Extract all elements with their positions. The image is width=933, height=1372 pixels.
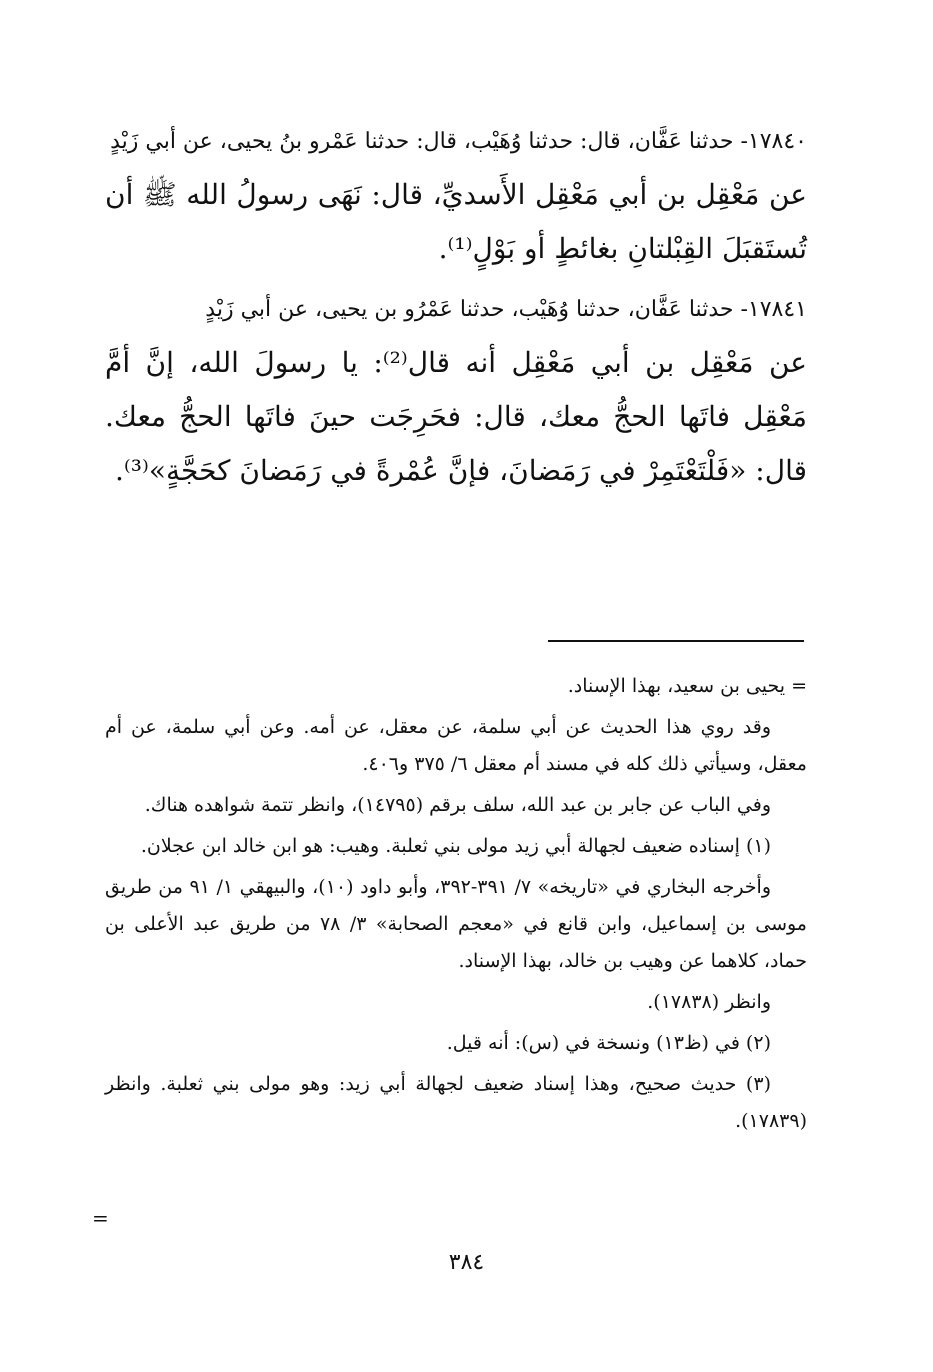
footnote-1: (١) إسناده ضعيف لجهالة أبي زيد مولى بني ثعلبة. وهيب: هو ابن خالد ابن عجلان. bbox=[140, 835, 771, 857]
footnote-separator bbox=[548, 640, 804, 642]
footnote-paragraph: وقد روي هذا الحديث عن أبي سلمة، عن معقل، عن أمه. وعن أبي سلمة، عن أم معقل، وسيأتي ذلك كله في مسند أم معقل ٦/ ٣٧٥ و٤٠٦. bbox=[105, 716, 807, 775]
footnote-paragraph: وانظر (١٧٨٣٨). bbox=[647, 991, 771, 1013]
footnote-paragraph: وأخرجه البخاري في «تاريخه» ٧/ ٣٩١-٣٩٢، وأبو داود (١٠)، والبيهقي ١/ ٩١ من طريق موسى بن إسماعيل، وابن قانع في «معجم الصحابة» ٣/ ٧٨ من طريق عبد الأعلى بن حماد، كلاهما عن وهيب بن خالد، بهذا الإسناد. bbox=[105, 876, 807, 972]
continues-mark: = bbox=[92, 1206, 109, 1230]
footnote-2: (٢) في (ظ١٣) ونسخة في (س): أنه قيل. bbox=[446, 1032, 771, 1054]
footnote-continuation: = يحيى بن سعيد، بهذا الإسناد. bbox=[567, 675, 807, 697]
hadith-17840-isnad: ١٧٨٤٠- حدثنا عَفَّان، قال: حدثنا وُهَيْب، قال: حدثنا عَمْرو بنُ يحيى، عن أبي زَيْدٍ bbox=[110, 129, 807, 154]
footnote-3: (٣) حديث صحيح، وهذا إسناد ضعيف لجهالة أبي زيد: وهو مولى بني ثعلبة. وانظر (١٧٨٣٩). bbox=[105, 1073, 807, 1132]
page-number: ٣٨٤ bbox=[448, 1250, 485, 1275]
footnote-paragraph: وفي الباب عن جابر بن عبد الله، سلف برقم (١٤٧٩٥)، وانظر تتمة شواهده هناك. bbox=[144, 794, 771, 816]
footnotes bbox=[105, 668, 807, 1144]
hadith-17841-isnad: ١٧٨٤١- حدثنا عَفَّان، حدثنا وُهَيْب، حدثنا عَمْرُو بن يحيى، عن أبي زَيْدٍ bbox=[205, 297, 807, 322]
hadith-17840-matn: عن مَعْقِل بن أبي مَعْقِل الأَسديِّ، قال: نَهَى رسولُ الله ﷺ أن تُستَقبَلَ القِبْلتانِ بغائطٍ أو بَوْلٍ⁽¹⁾. bbox=[105, 178, 807, 265]
main-text bbox=[105, 120, 807, 504]
hadith-17841-matn: عن مَعْقِل بن أبي مَعْقِل أنه قال⁽²⁾: يا رسولَ الله، إنَّ أمَّ مَعْقِل فاتَها الحجُّ معك، قال: فحَرِجَت حينَ فاتَها الحجُّ معك. قال: «فَلْتَعْتَمِرْ في رَمَضانَ، فإنَّ عُمْرةً في رَمَضانَ كحَجَّةٍ»⁽³⁾. bbox=[105, 346, 807, 487]
